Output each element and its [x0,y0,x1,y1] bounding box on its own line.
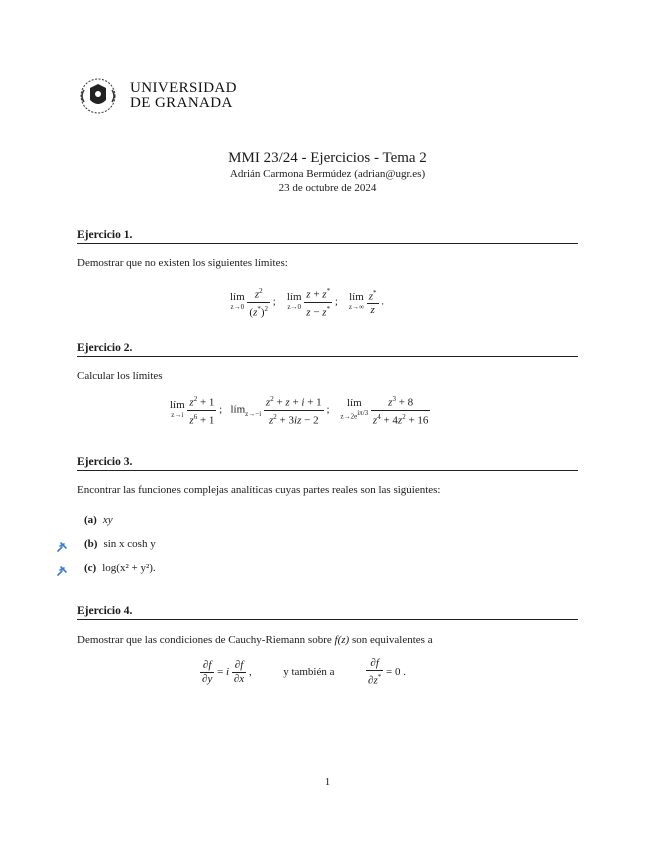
exercise-1-text: Demostrar que no existen los siguientes límites: [77,257,288,269]
exercise-4-heading: Ejercicio 4. [77,605,578,620]
crest-icon [76,76,124,116]
exercise-2-heading: Ejercicio 2. [77,342,578,357]
item-expression: sin x cosh y [103,538,156,550]
exercise-4-text-lead: Demostrar que las condiciones de Cauchy-Riemann sobre [77,634,332,646]
exercise-4-fz: f(z) [334,634,350,646]
exercise-4-also: y también a [283,665,335,678]
annotation-pin-icon[interactable] [56,565,68,577]
exercise-4-text-tail: son equivalentes a [349,634,433,646]
title-block [0,150,655,195]
exercise-3-text: Encontrar las funciones complejas analíticas cuyas partes reales son las siguientes: [77,484,441,496]
exercise-3-item-b [84,538,156,550]
logo-line-2: DE GRANADA [130,95,233,111]
date-line: 23 de octubre de 2024 [278,182,377,194]
author-line: Adrián Carmona Bermúdez (adrian@ugr.es) [229,168,426,180]
exercise-2-formula: lím z→i $\frac{z^2 + 1}{z^6 + 1}$ ; lím$_{z\to-i}$ $\frac{z^2 + z + i + 1}{z^2 + 3iz - 2}$ ; lím $z\to 2e^{i\pi/3}$ $\frac{z^3 + 8}{z^4 + 4z^2 + 16}$ [170,395,429,427]
exercise-3-item-c [84,562,156,574]
university-logo [76,76,237,116]
exercise-3-item-a [84,514,113,526]
exercise-2-text: Calcular los límites [77,370,163,382]
item-expression: xy [102,514,113,526]
university-name [130,81,237,111]
exercise-1-formula: lím z→0 $\frac{z^2}{(z^*)^2}$ ; lím z→0 $\frac{z + z^*}{z - z^*}$ ; lím z→∞ $\frac{z^*}{z}$ . [230,287,385,319]
exercise-4-formula: $\frac{\partial f}{\partial y}$ = i $\frac{\partial f}{\partial x}$ , y también a $\frac{\partial f}{\partial z^*}$ = 0 . [202,657,406,687]
document-title: MMI 23/24 - Ejercicios - Tema 2 [228,150,427,166]
item-expression: log(x² + y²). [102,562,156,574]
annotation-pin-icon[interactable] [56,541,68,553]
exercise-3-heading: Ejercicio 3. [77,456,578,471]
exercise-1-heading: Ejercicio 1. [77,229,578,244]
item-label: (b) [84,538,98,550]
logo-line-1: UNIVERSIDAD [130,80,237,96]
page-number: 1 [324,776,331,788]
item-label: (a) [84,514,97,526]
exercise-4-text [77,634,433,646]
item-label: (c) [84,562,97,574]
